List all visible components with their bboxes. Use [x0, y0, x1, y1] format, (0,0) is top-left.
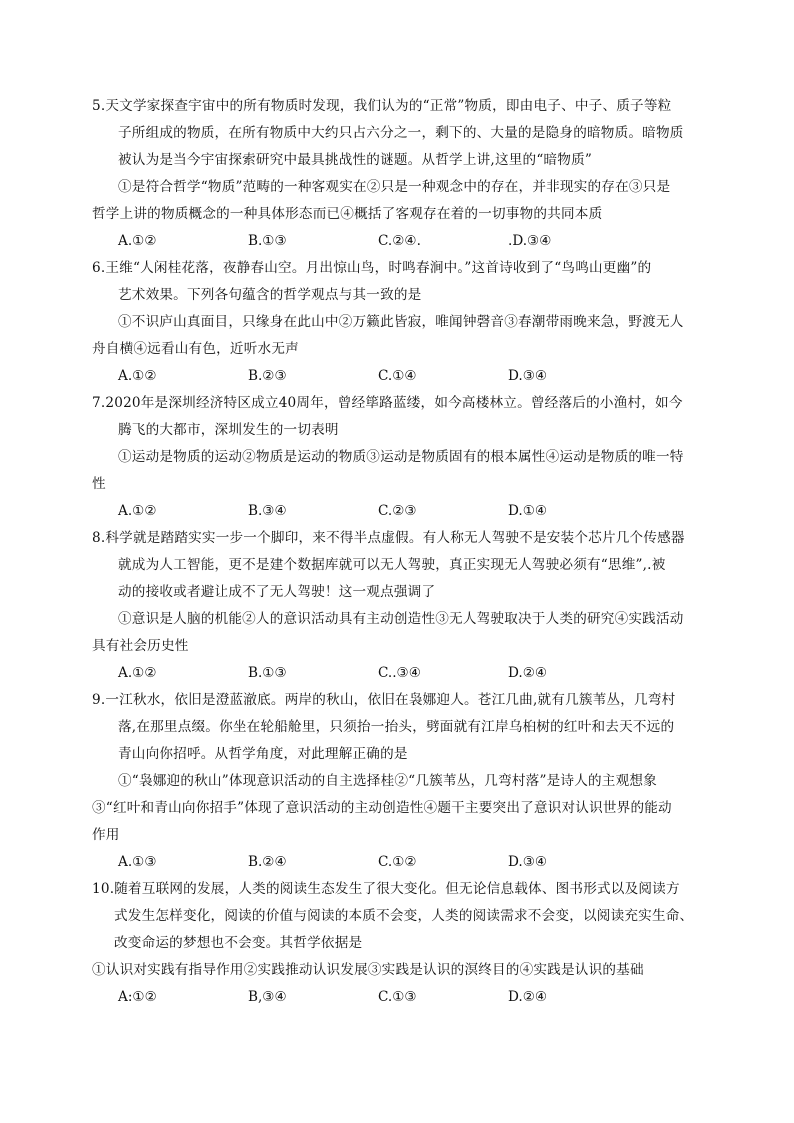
answer-options: [92, 660, 712, 687]
option-a: A:①②: [118, 989, 157, 1005]
statement-line: ③“红叶和青山向你招手”体现了意识活动的主动创造性④题干主要突出了意识对认识世界的能动: [92, 800, 672, 816]
question-text-line: 子所组成的物质，在所有物质中大约只占六分之一，剩下的、大量的是隐身的暗物质。暗物质: [118, 125, 684, 141]
statement-line: ①意识是人脑的机能②人的意识活动具有主动创造性③无人驾驶取决于人类的研究④实践活动: [118, 611, 684, 627]
question-text-line: 8.科学就是踏踏实实一步一个脚印，来不得半点虚假。有人称无人驾驶不是安装个芯片几个传感器: [92, 530, 685, 546]
question-text-line: 就成为人工智能，更不是建个数据库就可以无人驾驶，真正实现无人驾驶必须有“思维”,.被: [118, 557, 666, 573]
option-b: B.③④: [248, 503, 287, 519]
question-10: [92, 876, 712, 1011]
option-c: C.①④: [378, 368, 417, 384]
question-9: [92, 687, 712, 876]
question-5: [92, 93, 712, 255]
option-b: B.①③: [248, 665, 287, 681]
statement-line: ①认识对实践有指导作用②实践推动认识发展③实践是认识的溟终目的④实践是认识的基础: [92, 962, 644, 978]
statement-line: 具有社会历史性: [92, 638, 189, 654]
answer-options: [92, 984, 712, 1011]
option-b: B.②③: [248, 368, 287, 384]
answer-options: [92, 849, 712, 876]
option-a: A.①②: [118, 233, 157, 249]
question-text-line: 5.天文学家探查宇宙中的所有物质时发现，我们认为的“正常”物质，即由电子、中子、质子等粒: [92, 98, 672, 114]
question-text-line: 改变命运的梦想也不会变。其哲学依据是: [114, 935, 363, 951]
answer-options: [92, 498, 712, 525]
option-c: C..③④: [378, 665, 421, 681]
question-text-line: 艺术效果。下列各句蕴含的哲学观点与其一致的是: [118, 287, 422, 303]
option-d: .D.③④: [508, 233, 552, 249]
question-6: [92, 255, 712, 390]
option-d: D.③④: [508, 854, 548, 870]
option-b: B,③④: [248, 989, 287, 1005]
option-a: A.①②: [118, 503, 157, 519]
option-b: B.①③: [248, 233, 287, 249]
option-a: A.①③: [118, 854, 157, 870]
statement-line: ①是符合哲学“物质”范畴的一种客观实在②只是一种观念中的存在，并非现实的存在③只是: [118, 179, 671, 195]
statement-line: ①不识庐山真面目，只缘身在此山中②万籁此皆寂，唯闻钟磬音③春潮带雨晚来急，野渡无人: [118, 314, 684, 330]
question-text-line: 被认为是当今宇宙探索研究中最具挑战性的谜题。从哲学上讲,这里的“暗物质”: [118, 152, 593, 168]
option-c: C.①②: [378, 854, 417, 870]
question-text-line: 6.王维“人闲桂花落，夜静春山空。月出惊山鸟，时鸣春涧中。”这首诗收到了“鸟鸣山更幽”的: [92, 260, 652, 276]
option-c: C.①③: [378, 989, 417, 1005]
statement-line: 哲学上讲的物质概念的一种具体形态而已④概括了客观存在着的一切事物的共同本质: [92, 206, 603, 222]
option-d: D.②④: [508, 989, 548, 1005]
statement-line: ①运动是物质的运动②物质是运动的物质③运动是物质固有的根本属性④运动是物质的唯一特: [118, 449, 684, 465]
answer-options: [92, 363, 712, 390]
option-a: A.①②: [118, 368, 157, 384]
statement-line: 舟自横④远看山有色，近听水无声: [92, 341, 299, 357]
question-text-line: 青山向你招呼。从哲学角度，对此理解正确的是: [118, 746, 408, 762]
option-d: D.③④: [508, 368, 548, 384]
document-page: [92, 93, 712, 1011]
question-8: [92, 525, 712, 687]
question-text-line: 腾飞的大都市，深圳发生的一切表明: [118, 422, 339, 438]
option-c: C.②③: [378, 503, 417, 519]
option-c: C.②④.: [378, 233, 421, 249]
question-text-line: 动的接收或者避让成不了无人驾驶！这一观点强调了: [118, 584, 436, 600]
question-7: [92, 390, 712, 525]
option-b: B.②④: [248, 854, 287, 870]
question-text-line: 7.2020年是深圳经济特区成立40周年，曾经筚路蓝缕，如今高楼林立。曾经落后的小渔村，如今: [92, 395, 683, 411]
option-a: A.①②: [118, 665, 157, 681]
question-text-line: 9.一江秋水，依旧是澄蓝澈底。两岸的秋山，依旧在袅娜迎人。苍江几曲,就有几簇苇丛，几弯村: [92, 692, 676, 708]
option-d: D.①④: [508, 503, 548, 519]
option-d: D.②④: [508, 665, 548, 681]
statement-line: ①“袅娜迎的秋山”体现意识活动的自主选择桂②“几簇苇丛，几弯村落”是诗人的主观想象: [118, 773, 657, 789]
question-text-line: 式发生怎样变化，阅读的价值与阅读的本质不会变，人类的阅读需求不会变，以阅读充实生命、: [114, 908, 694, 924]
statement-line: 作用: [92, 827, 120, 843]
statement-line: 性: [92, 476, 106, 492]
answer-options: [92, 228, 712, 255]
question-text-line: 落,在那里点缀。你坐在轮船舱里，只须抬一抬头，劈面就有江岸乌桕树的红叶和去天不远的: [118, 719, 675, 735]
question-text-line: 10.随着互联网的发展，人类的阅读生态发生了很大变化。但无论信息载体、图书形式以及阅读方: [92, 881, 680, 897]
